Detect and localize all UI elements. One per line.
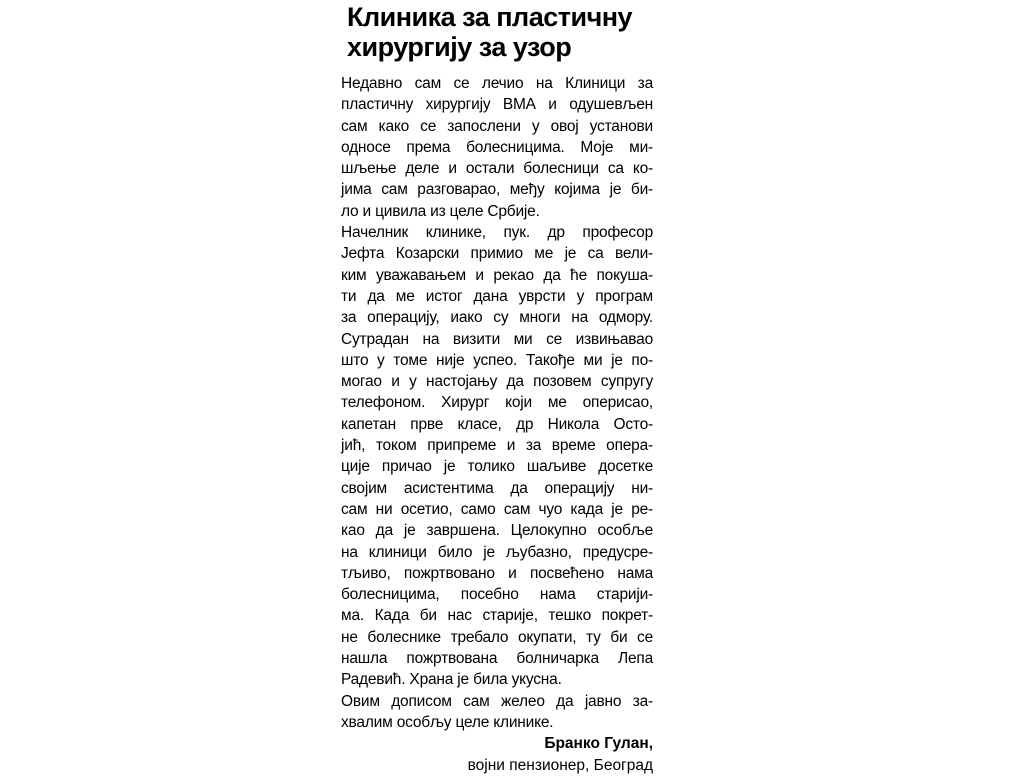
body-line: као да је завршена. Целокупно особље bbox=[341, 522, 653, 540]
body-line: односе према болесницима. Моје ми- bbox=[341, 138, 653, 156]
body-line: сам како се запослени у овој установи bbox=[341, 117, 653, 135]
body-line: могао и у настојању да позовем супругу bbox=[341, 373, 653, 391]
body-line: Овим дописом сам желео да јавно за- bbox=[341, 692, 653, 710]
body-line: јима сам разговарао, међу којима је би- bbox=[341, 181, 653, 199]
body-line: хвалим особљу целе клинике. bbox=[341, 713, 554, 731]
newspaper-clipping bbox=[341, 2, 653, 776]
body-line: ма. Када би нас старије, тешко покрет- bbox=[341, 607, 653, 625]
body-line: тљиво, пожртвовано и посвећено нама bbox=[341, 564, 653, 582]
body-line: Сутрадан на визити ми се извињавао bbox=[341, 330, 653, 348]
article-headline bbox=[347, 2, 653, 62]
author-name: Бранко Гулан, bbox=[544, 735, 653, 753]
body-line: за операцију, иако су многи на одмору. bbox=[341, 309, 653, 327]
body-line: пластичну хирургију ВМА и одушевљен bbox=[341, 96, 653, 114]
body-line: Јефта Козарски примио ме је са вели- bbox=[341, 245, 653, 263]
body-line: јић, током припреме и за време опера- bbox=[341, 437, 653, 455]
body-line: капетан прве класе, др Никола Осто- bbox=[341, 415, 653, 433]
body-line: Недавно сам се лечио на Клиници за bbox=[341, 75, 653, 92]
body-line: болесницима, посебно нама старији- bbox=[341, 586, 653, 604]
body-line: нашла пожртвована болничарка Лепа bbox=[341, 650, 653, 668]
body-line: телефоном. Хирург који ме оперисао, bbox=[341, 394, 653, 412]
body-line: својим асистентима да операцију ни- bbox=[341, 479, 653, 497]
body-line: ције причао је толико шаљиве досетке bbox=[341, 458, 653, 476]
headline-line: Клиника за пластичну bbox=[347, 2, 633, 32]
body-line: Радевић. Храна је била укусна. bbox=[341, 671, 562, 689]
author-signature bbox=[341, 733, 653, 776]
body-line: шљење деле и остали болесници са ко- bbox=[341, 160, 653, 178]
body-line: сам ни осетио, само сам чуо када је ре- bbox=[341, 500, 653, 518]
body-line: Начелник клинике, пук. др професор bbox=[341, 224, 653, 242]
article-body bbox=[341, 73, 653, 733]
body-line: ло и цивила из целе Србије. bbox=[341, 202, 540, 220]
body-line: ким уважавањем и рекао да ће покуша- bbox=[341, 266, 653, 284]
author-role: војни пензионер, Београд bbox=[467, 756, 653, 774]
body-line: ти да ме истог дана уврсти у програм bbox=[341, 287, 653, 305]
headline-line: хирургију за узор bbox=[347, 32, 572, 62]
body-line: не болеснике требало окупати, ту би се bbox=[341, 628, 653, 646]
body-line: што у томе није успео. Такође ми је по- bbox=[341, 351, 653, 369]
body-line: на клиници било је љубазно, предусре- bbox=[341, 543, 653, 561]
